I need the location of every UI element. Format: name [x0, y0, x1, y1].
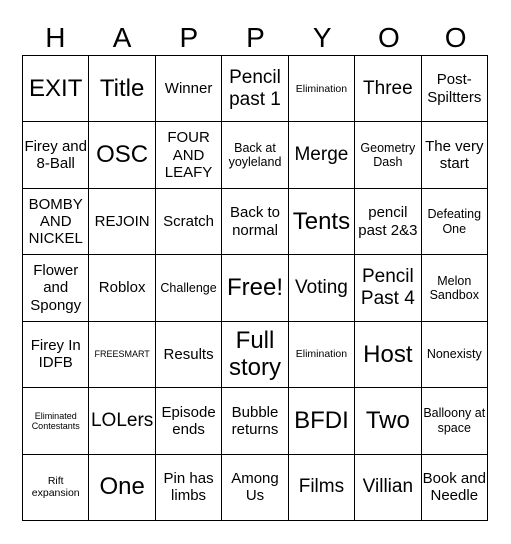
bingo-cell[interactable]: Post-Spiltters — [422, 56, 488, 122]
bingo-cell[interactable]: REJOIN — [89, 189, 155, 255]
header-letter: O — [378, 22, 400, 53]
bingo-cell[interactable]: LOLers — [89, 388, 155, 454]
bingo-cell[interactable]: FREESMART — [89, 322, 155, 388]
bingo-cell[interactable]: Title — [89, 56, 155, 122]
bingo-cell[interactable]: Free! — [222, 255, 288, 321]
header-letter: O — [444, 22, 467, 53]
bingo-cell[interactable]: Back to normal — [222, 189, 288, 255]
bingo-cell[interactable]: Geometry Dash — [355, 122, 421, 188]
bingo-cell[interactable]: Villian — [355, 455, 421, 521]
bingo-cell[interactable]: BOMBY AND NICKEL — [23, 189, 89, 255]
bingo-cell[interactable]: Melon Sandbox — [422, 255, 488, 321]
header-letter: A — [112, 22, 132, 53]
bingo-cell[interactable]: pencil past 2&3 — [355, 189, 421, 255]
bingo-cell[interactable]: Winner — [156, 56, 222, 122]
bingo-cell[interactable]: Firey In IDFB — [23, 322, 89, 388]
bingo-cell[interactable]: Pencil past 1 — [222, 56, 288, 122]
bingo-cell[interactable]: Host — [355, 322, 421, 388]
bingo-cell[interactable]: Episode ends — [156, 388, 222, 454]
bingo-cell[interactable]: Three — [355, 56, 421, 122]
bingo-cell[interactable]: Elimination — [289, 56, 355, 122]
header-letter: Y — [312, 22, 332, 53]
bingo-cell[interactable]: Pin has limbs — [156, 455, 222, 521]
header-letter: P — [246, 22, 265, 53]
bingo-cell[interactable]: Back at yoyleland — [222, 122, 288, 188]
bingo-cell[interactable]: One — [89, 455, 155, 521]
bingo-cell[interactable]: Balloony at space — [422, 388, 488, 454]
bingo-cell[interactable]: Films — [289, 455, 355, 521]
bingo-cell[interactable]: Two — [355, 388, 421, 454]
bingo-cell[interactable]: FOUR AND LEAFY — [156, 122, 222, 188]
bingo-cell[interactable]: Results — [156, 322, 222, 388]
bingo-header — [22, 18, 489, 58]
bingo-cell[interactable]: Challenge — [156, 255, 222, 321]
bingo-cell[interactable]: EXIT — [23, 56, 89, 122]
bingo-cell[interactable]: Bubble returns — [222, 388, 288, 454]
bingo-cell[interactable]: Firey and 8-Ball — [23, 122, 89, 188]
bingo-cell[interactable]: Full story — [222, 322, 288, 388]
bingo-cell[interactable]: Elimination — [289, 322, 355, 388]
header-letter: H — [45, 22, 66, 53]
bingo-cell[interactable]: Roblox — [89, 255, 155, 321]
bingo-cell[interactable]: Pencil Past 4 — [355, 255, 421, 321]
bingo-cell[interactable]: Book and Needle — [422, 455, 488, 521]
bingo-cell[interactable]: Among Us — [222, 455, 288, 521]
bingo-board — [22, 55, 488, 521]
bingo-cell[interactable]: Rift expansion — [23, 455, 89, 521]
bingo-cell[interactable]: Tents — [289, 189, 355, 255]
bingo-cell[interactable]: OSC — [89, 122, 155, 188]
bingo-cell[interactable]: BFDI — [289, 388, 355, 454]
bingo-cell[interactable]: Voting — [289, 255, 355, 321]
bingo-cell[interactable]: The very start — [422, 122, 488, 188]
header-letter: P — [179, 22, 199, 53]
bingo-cell[interactable]: Nonexisty — [422, 322, 488, 388]
bingo-cell[interactable]: Merge — [289, 122, 355, 188]
bingo-cell[interactable]: Flower and Spongy — [23, 255, 89, 321]
bingo-cell[interactable]: Defeating One — [422, 189, 488, 255]
bingo-cell[interactable]: Scratch — [156, 189, 222, 255]
bingo-cell[interactable]: Eliminated Contestants — [23, 388, 89, 454]
